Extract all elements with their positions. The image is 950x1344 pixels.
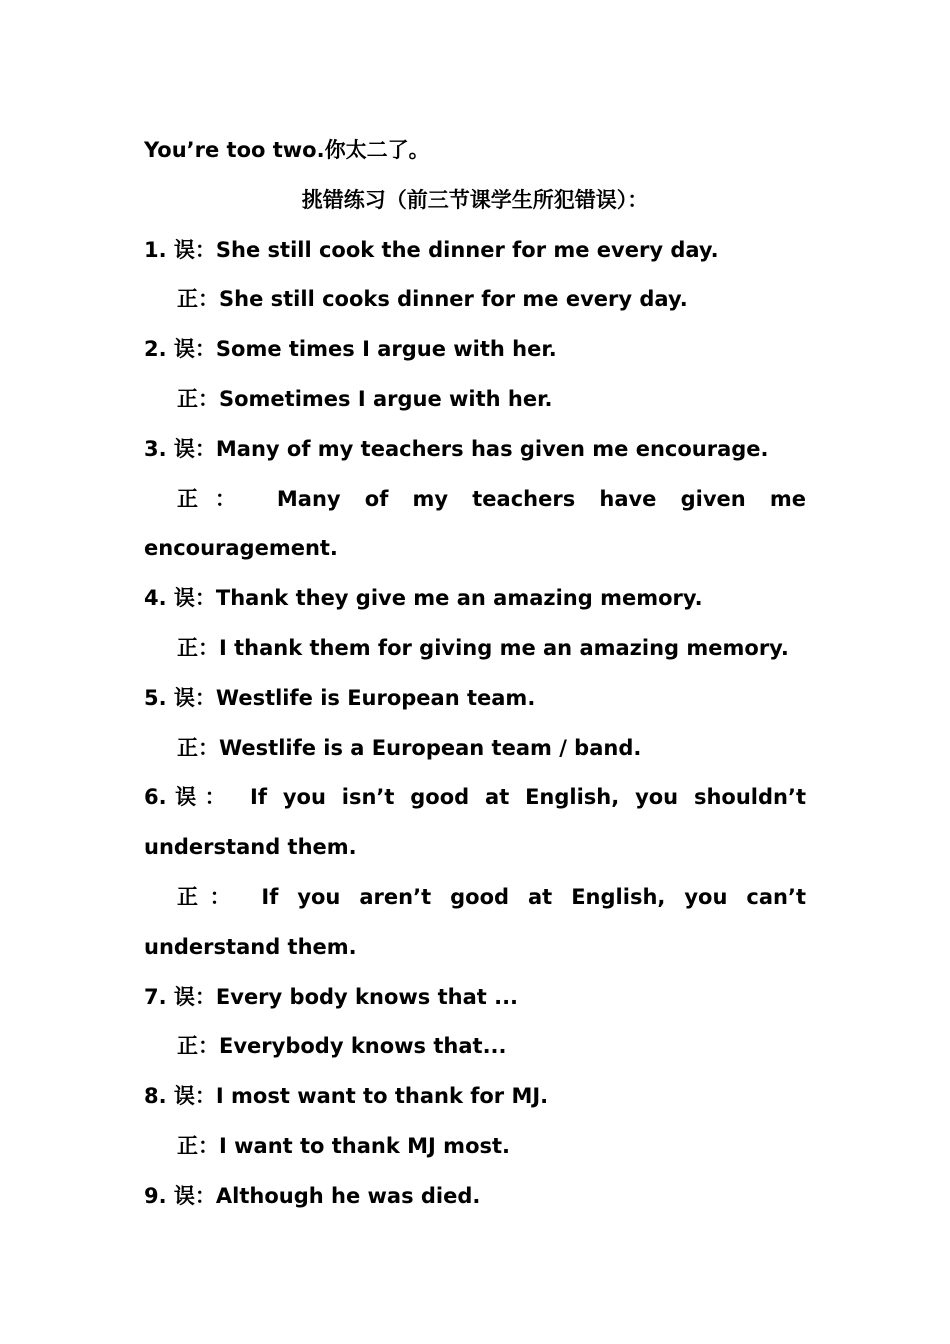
right-label: 正： xyxy=(177,386,219,411)
item-6-wrong-line1 xyxy=(144,773,806,823)
wrong-sentence: Thank they give me an amazing memory. xyxy=(215,586,703,611)
wrong-sentence: Some times I argue with her. xyxy=(215,337,557,362)
document-page xyxy=(144,126,806,1222)
item-8-wrong xyxy=(144,1072,806,1122)
wrong-label: 误： xyxy=(173,984,216,1009)
right-label: 正： xyxy=(177,1034,219,1059)
item-6-wrong-line2 xyxy=(144,823,806,873)
item-7-right xyxy=(144,1022,806,1072)
wrong-sentence-part2: understand them. xyxy=(144,835,357,860)
right-sentence: I thank them for giving me an amazing memory. xyxy=(219,635,789,660)
item-7-wrong xyxy=(144,973,806,1023)
intro-text: You’re too two.你太二了。 xyxy=(144,138,430,162)
item-6-right-line2 xyxy=(144,923,806,973)
item-1-right xyxy=(144,275,806,325)
item-number: 7. xyxy=(144,984,167,1009)
heading-text: 挑错练习（前三节课学生所犯错误）： xyxy=(301,187,649,212)
item-number: 8. xyxy=(144,1084,167,1109)
right-label: 正： xyxy=(177,287,219,312)
wrong-sentence: Although he was died. xyxy=(215,1183,481,1208)
exercise-heading xyxy=(144,176,806,226)
right-label: 正： xyxy=(177,486,253,511)
wrong-label: 误： xyxy=(173,337,216,362)
right-label: 正： xyxy=(177,635,219,660)
wrong-label: 误： xyxy=(173,586,216,611)
right-sentence-part1: If you aren’t good at English, you can’t xyxy=(261,884,806,909)
right-sentence-part1: Many of my teachers have given me xyxy=(276,486,806,511)
item-8-right xyxy=(144,1122,806,1172)
wrong-label: 误： xyxy=(173,436,216,461)
wrong-label: 误： xyxy=(173,1084,216,1109)
wrong-label: 误： xyxy=(173,1183,216,1208)
item-number: 4. xyxy=(144,586,167,611)
right-sentence: She still cooks dinner for me every day. xyxy=(219,287,688,312)
item-3-right-line2 xyxy=(144,524,806,574)
wrong-label: 误： xyxy=(173,237,216,262)
wrong-sentence: I most want to thank for MJ. xyxy=(215,1084,549,1109)
item-2-wrong xyxy=(144,325,806,375)
item-number: 5. xyxy=(144,685,167,710)
wrong-label: 误： xyxy=(166,785,235,810)
right-sentence: Everybody knows that... xyxy=(219,1034,507,1059)
wrong-sentence: Every body knows that ... xyxy=(215,984,519,1009)
right-sentence: Westlife is a European team / band. xyxy=(219,735,642,760)
wrong-sentence: Westlife is European team. xyxy=(215,685,536,710)
wrong-label: 误： xyxy=(173,685,216,710)
item-4-right xyxy=(144,624,806,674)
right-label: 正： xyxy=(177,884,243,909)
right-label: 正： xyxy=(177,1133,219,1158)
item-6-right-line1 xyxy=(144,873,806,923)
item-number: 9. xyxy=(144,1183,167,1208)
intro-line xyxy=(144,126,806,176)
wrong-sentence: She still cook the dinner for me every day. xyxy=(215,237,719,262)
item-number: 6. xyxy=(144,785,167,810)
wrong-sentence-part1: If you isn’t good at English, you shouldn’t xyxy=(250,785,806,810)
right-label: 正： xyxy=(177,735,219,760)
wrong-sentence: Many of my teachers has given me encourage. xyxy=(215,436,769,461)
item-3-right-line1 xyxy=(144,475,806,525)
item-number: 1. xyxy=(144,237,167,262)
item-1-wrong xyxy=(144,226,806,276)
right-sentence-part2: encouragement. xyxy=(144,536,338,561)
right-sentence: Sometimes I argue with her. xyxy=(219,386,553,411)
item-5-right xyxy=(144,724,806,774)
item-4-wrong xyxy=(144,574,806,624)
right-sentence: I want to thank MJ most. xyxy=(219,1133,511,1158)
item-9-wrong xyxy=(144,1172,806,1222)
item-5-wrong xyxy=(144,674,806,724)
right-sentence-part2: understand them. xyxy=(144,934,357,959)
item-3-wrong xyxy=(144,425,806,475)
item-2-right xyxy=(144,375,806,425)
item-number: 3. xyxy=(144,436,167,461)
item-number: 2. xyxy=(144,337,167,362)
